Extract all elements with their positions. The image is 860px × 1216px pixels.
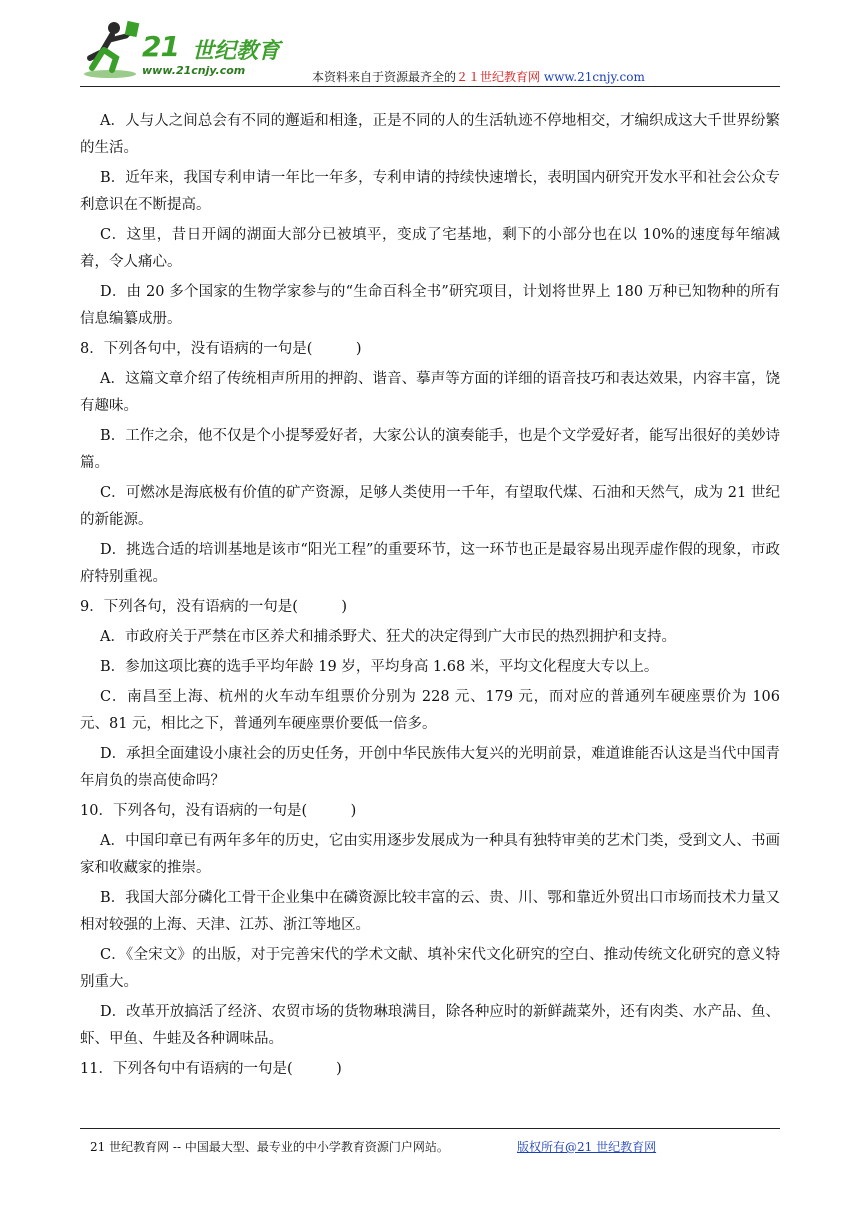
question-stem: 10．下列各句，没有语病的一句是( ) bbox=[80, 803, 357, 819]
logo-url: www.21cnjy.com bbox=[142, 64, 246, 77]
document-body bbox=[80, 108, 780, 1086]
option-text: B．工作之余，他不仅是个小提琴爱好者，大家公认的演奏能手，也是个文学爱好者，能写出很好的美妙诗篇。 bbox=[80, 428, 780, 471]
option-text: A．这篇文章介绍了传统相声所用的押韵、谐音、摹声等方面的详细的语音技巧和表达效果，内容丰富，饶有趣味。 bbox=[80, 371, 780, 414]
footer-copyright-link[interactable]: 版权所有@21 世纪教育网 bbox=[517, 1140, 657, 1154]
option-text: C．南昌至上海、杭州的火车动车组票价分别为 228 元、179 元，而对应的普通列车硬座票价为 106 元、81 元，相比之下，普通列车硬座票价要低一倍多。 bbox=[80, 689, 780, 732]
header-tagline bbox=[312, 68, 645, 85]
option-text: A．人与人之间总会有不同的邂逅和相逢，正是不同的人的生活轨迹不停地相交，才编织成这大千世界纷繁的生活。 bbox=[80, 113, 780, 156]
option-text: B．近年来，我国专利申请一年比一年多，专利申请的持续快速增长，表明国内研究开发水平和社会公众专利意识在不断提高。 bbox=[80, 170, 780, 213]
page-header bbox=[80, 18, 780, 84]
header-divider bbox=[80, 86, 780, 87]
site-logo[interactable] bbox=[80, 18, 280, 82]
footer-divider bbox=[80, 1128, 780, 1129]
option-text: D．挑选合适的培训基地是该市“阳光工程”的重要环节，这一环节也正是最容易出现弄虚作假的现象，市政府特别重视。 bbox=[80, 542, 780, 585]
running-man-icon bbox=[80, 18, 144, 82]
logo-text: 世纪教育 bbox=[192, 39, 281, 64]
question-stem: 9．下列各句，没有语病的一句是( ) bbox=[80, 599, 348, 615]
tagline-site-link[interactable]: ２１世纪教育网 bbox=[456, 70, 541, 84]
option-text: A．市政府关于严禁在市区养犬和捕杀野犬、狂犬的决定得到广大市民的热烈拥护和支持。 bbox=[100, 629, 676, 645]
tagline-url-link[interactable]: www.21cnjy.com bbox=[543, 70, 645, 84]
option-text: C．这里，昔日开阔的湖面大部分已被填平，变成了宅基地，剩下的小部分也在以 10%的速度每年缩减着，令人痛心。 bbox=[80, 227, 780, 270]
tagline-prefix: 本资料来自于资源最齐全的 bbox=[312, 70, 457, 84]
option-text: D．由 20 多个国家的生物学家参与的“生命百科全书”研究项目，计划将世界上 180 万种已知物种的所有信息编纂成册。 bbox=[80, 284, 780, 327]
option-text: B．参加这项比赛的选手平均年龄 19 岁，平均身高 1.68 米，平均文化程度大专以上。 bbox=[100, 659, 659, 675]
option-text: C．《全宋文》的出版，对于完善宋代的学术文献、填补宋代文化研究的空白、推动传统文化研究的意义特别重大。 bbox=[80, 947, 780, 990]
option-text: A．中国印章已有两年多年的历史，它由实用逐步发展成为一种具有独特审美的艺术门类，受到文人、书画家和收藏家的推崇。 bbox=[80, 833, 780, 876]
logo-number: 21 bbox=[142, 30, 179, 63]
option-text: B．我国大部分磷化工骨干企业集中在磷资源比较丰富的云、贵、川、鄂和靠近外贸出口市场而技术力量又相对较强的上海、天津、江苏、浙江等地区。 bbox=[80, 890, 780, 933]
footer-text: 21 世纪教育网 -- 中国最大型、最专业的中小学教育资源门户网站。 bbox=[90, 1140, 449, 1154]
option-text: D．改革开放搞活了经济、农贸市场的货物琳琅满目，除各种应时的新鲜蔬菜外，还有肉类、水产品、鱼、虾、甲鱼、牛蛙及各种调味品。 bbox=[80, 1004, 780, 1047]
option-text: D．承担全面建设小康社会的历史任务，开创中华民族伟大复兴的光明前景，难道谁能否认这是当代中国青年肩负的崇高使命吗？ bbox=[80, 746, 780, 789]
option-text: C．可燃冰是海底极有价值的矿产资源，足够人类使用一千年，有望取代煤、石油和天然气，成为 21 世纪的新能源。 bbox=[80, 485, 780, 528]
question-stem: 8．下列各句中，没有语病的一句是( ) bbox=[80, 341, 362, 357]
question-stem: 11．下列各句中有语病的一句是( ) bbox=[80, 1061, 342, 1077]
